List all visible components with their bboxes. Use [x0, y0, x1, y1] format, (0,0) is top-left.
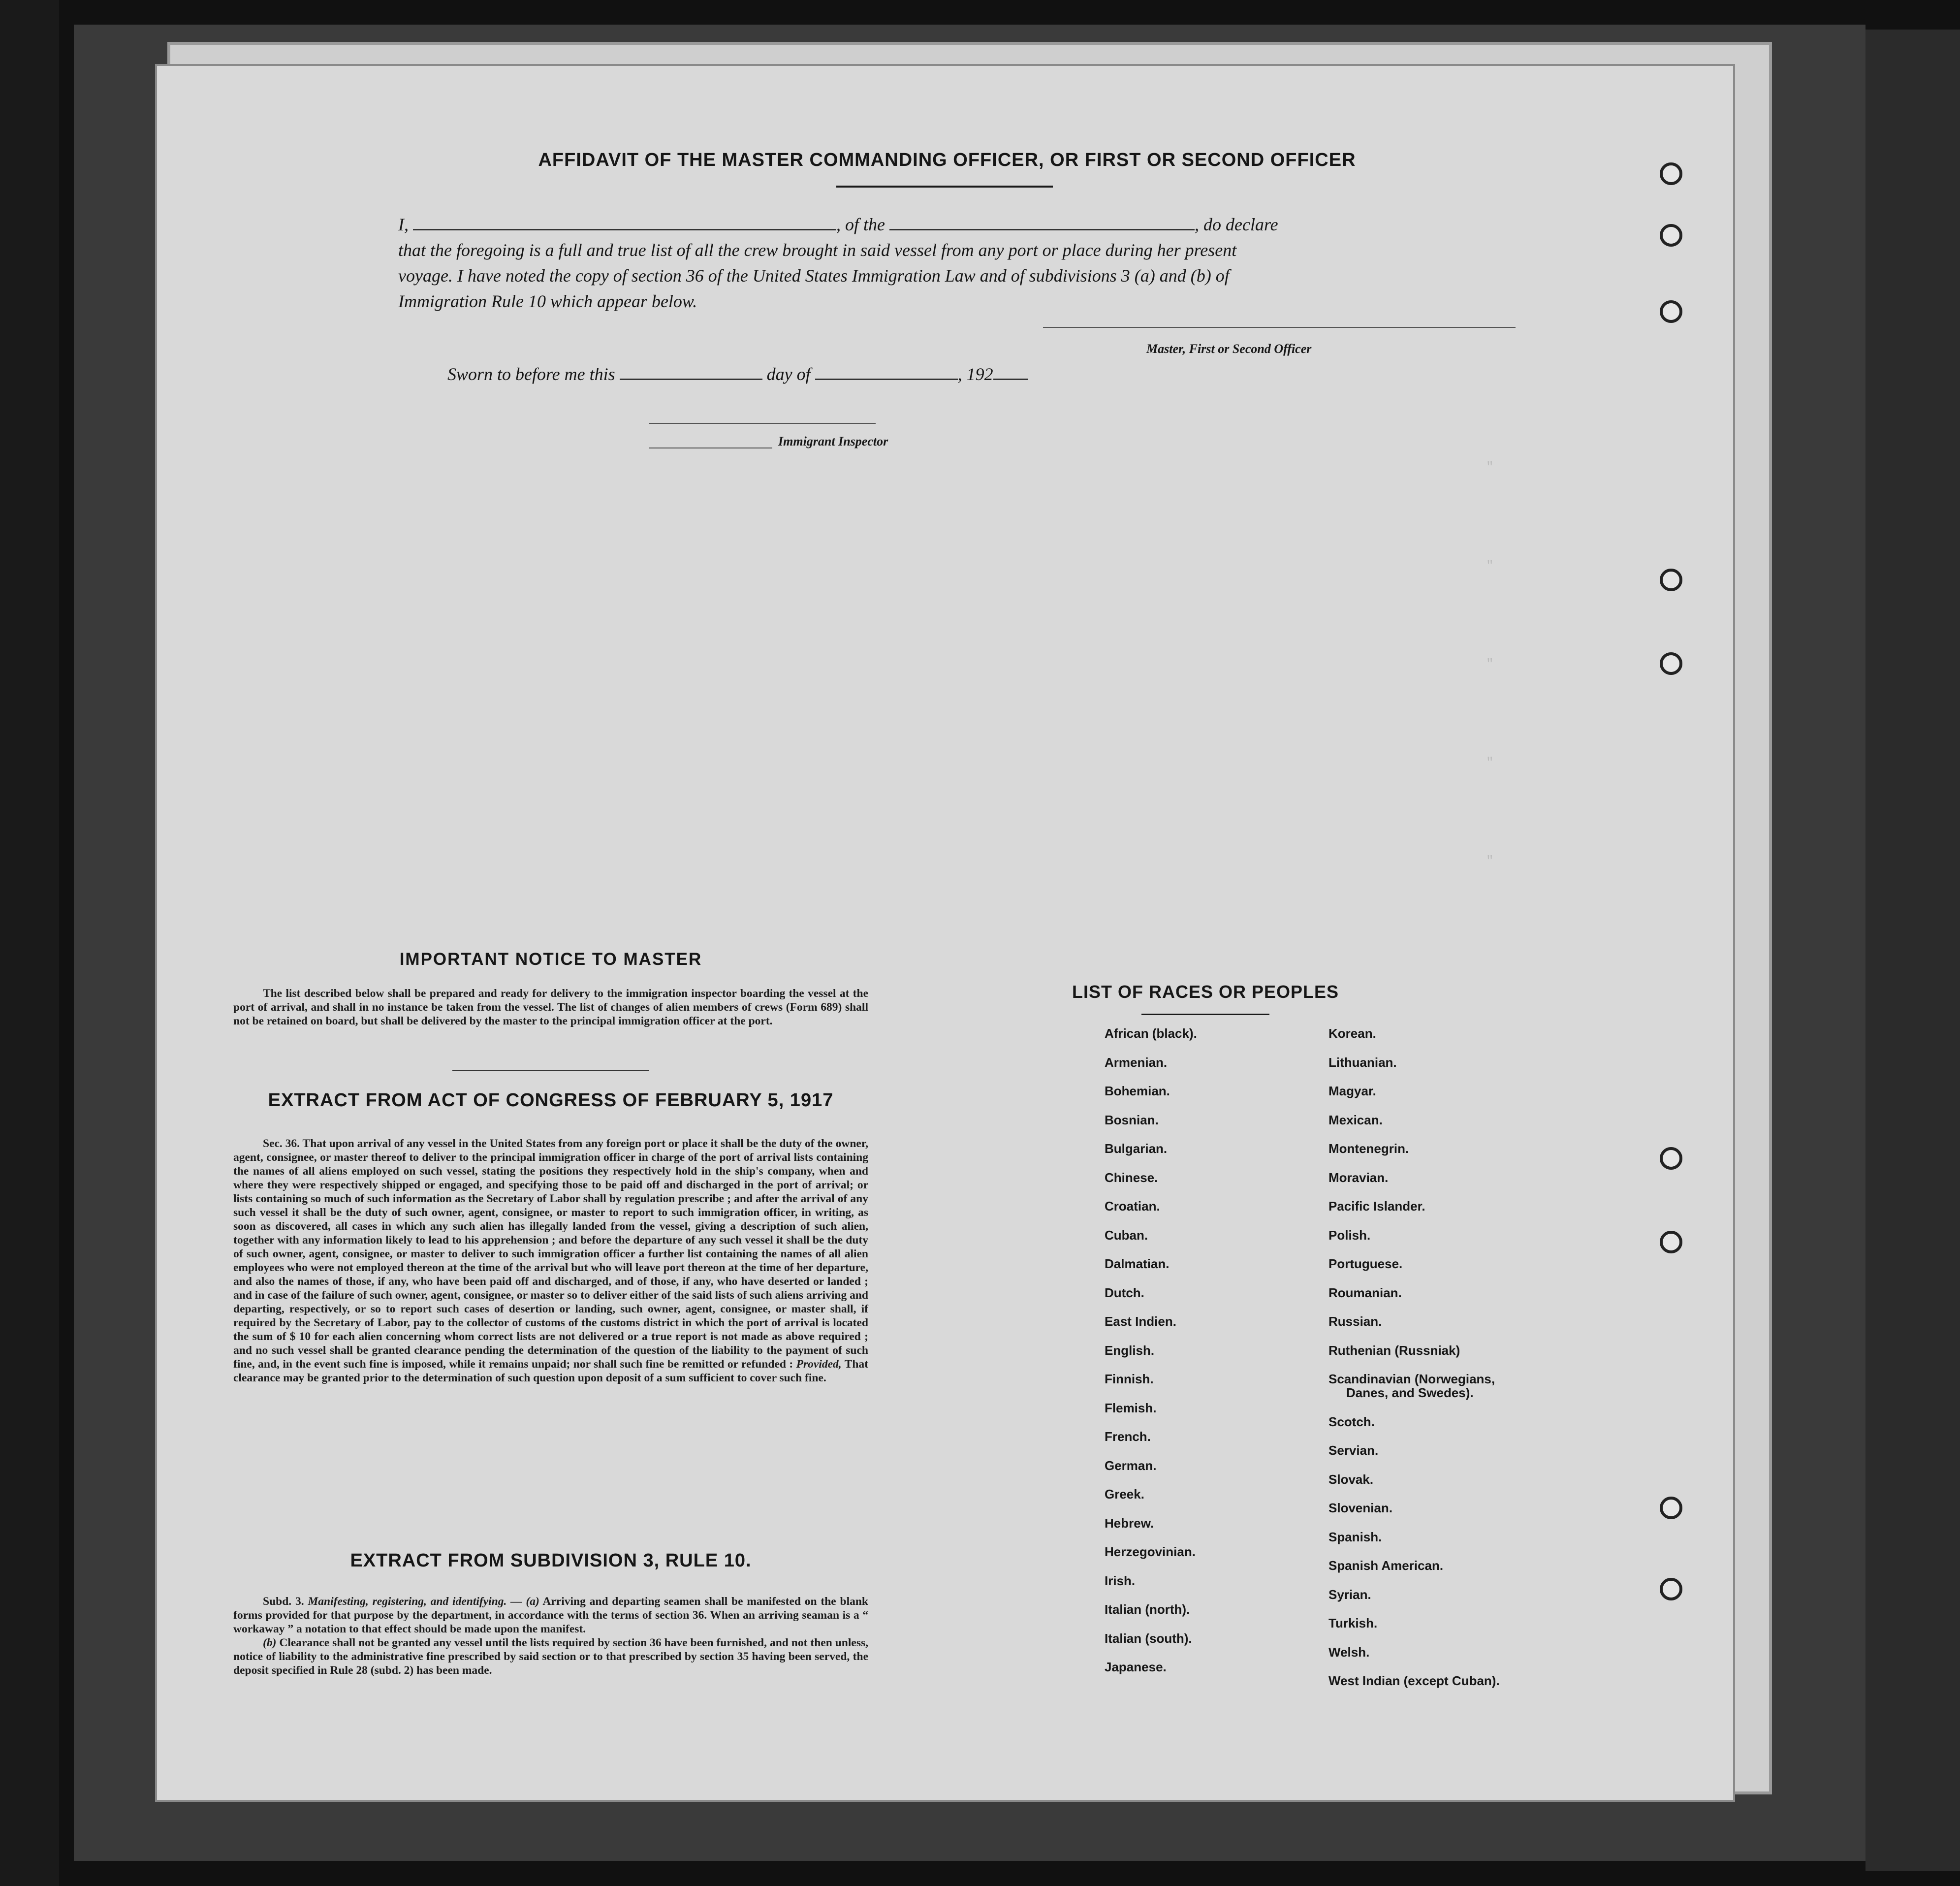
i-label: I,	[398, 215, 409, 234]
race-item: Japanese.	[1105, 1660, 1167, 1674]
punch-hole	[1660, 300, 1682, 323]
race-item: Turkish.	[1328, 1616, 1378, 1630]
races-underline	[1141, 1014, 1269, 1015]
bleed-through-mark: "	[1486, 755, 1494, 770]
race-item: English.	[1105, 1343, 1155, 1358]
film-edge-right	[1865, 30, 1960, 1871]
race-item: Armenian.	[1105, 1055, 1168, 1070]
race-item: Spanish.	[1328, 1529, 1382, 1544]
punch-hole	[1660, 1497, 1682, 1519]
notice-divider	[452, 1070, 649, 1071]
provided-label: Provided,	[796, 1358, 842, 1371]
affidavit-line-3: voyage. I have noted the copy of section 36 of the United States Immigration Law and of subdivisions 3 (a) and (b) of	[398, 266, 1230, 286]
race-item: Slovenian.	[1328, 1501, 1393, 1515]
sec-label: Sec. 36.	[263, 1137, 300, 1150]
affidavit-line-1	[398, 213, 1530, 236]
race-item: Bosnian.	[1105, 1112, 1159, 1127]
notice-title: IMPORTANT NOTICE TO MASTER	[399, 950, 702, 969]
rule-text-a: Arriving and departing seamen shall be manifested on the blank forms provided for that purpose by the department, in accordance with the terms of section 36. When an arriving seaman is a “ workaway ” a notation to that effect should be made upon the manifest.	[233, 1595, 869, 1635]
rule-text-b: Clearance shall not be granted any vessel until the lists required by section 36 have been furnished, and not then unless, notice of liability to the administrative fine prescribed by said section or to that prescribed by section 35 having been served, the deposit specified in Rule 28 (subd. 2) has been made.	[233, 1636, 868, 1677]
punch-hole	[1660, 652, 1682, 675]
punch-hole	[1660, 1147, 1682, 1170]
race-item: German.	[1105, 1458, 1157, 1473]
bleed-through-mark: "	[1486, 854, 1494, 868]
extract-rule-text	[233, 1595, 868, 1677]
race-item: Italian (north).	[1105, 1602, 1190, 1617]
race-item: West Indian (except Cuban).	[1328, 1673, 1500, 1688]
race-item: Scandinavian (Norwegians,	[1328, 1372, 1495, 1386]
name-blank	[413, 229, 836, 230]
race-item: Korean.	[1328, 1026, 1376, 1041]
race-item: Italian (south).	[1105, 1630, 1192, 1646]
race-item: Irish.	[1105, 1573, 1136, 1588]
affidavit-title: AFFIDAVIT OF THE MASTER COMMANDING OFFICER, OR FIRST OR SECOND OFFICER	[538, 150, 1356, 170]
race-item: Slovak.	[1328, 1471, 1374, 1487]
sworn-line	[447, 362, 1235, 386]
sworn-month-blank	[815, 379, 958, 380]
affidavit-line-2: that the foregoing is a full and true list of all the crew brought in said vessel from any port or place during her present	[398, 240, 1237, 260]
do-declare-label: , do declare	[1194, 215, 1278, 234]
race-item: Servian.	[1328, 1443, 1379, 1458]
punch-hole	[1660, 224, 1682, 247]
race-item: African (black).	[1105, 1026, 1197, 1041]
race-item: Pacific Islander.	[1328, 1199, 1425, 1214]
race-item: Magyar.	[1328, 1084, 1376, 1098]
race-item: Herzegovinian.	[1105, 1544, 1196, 1559]
races-right-column	[1328, 1026, 1500, 1702]
inspector-label: Immigrant Inspector	[778, 434, 888, 448]
manifest-page	[155, 64, 1735, 1802]
race-item: Danes, and Swedes).	[1346, 1385, 1474, 1400]
race-item: Spanish American.	[1328, 1558, 1444, 1573]
race-item: Dalmatian.	[1105, 1256, 1170, 1271]
race-item: East Indien.	[1105, 1314, 1176, 1329]
race-item: Bulgarian.	[1105, 1141, 1168, 1156]
race-item: Flemish.	[1105, 1400, 1157, 1415]
extract-act-title: EXTRACT FROM ACT OF CONGRESS OF FEBRUARY 5, 1917	[268, 1090, 834, 1111]
races-left-column	[1105, 1026, 1197, 1689]
extract-act-text	[233, 1137, 868, 1385]
punch-hole	[1660, 1231, 1682, 1253]
race-item: Greek.	[1105, 1487, 1144, 1502]
extract-rule-title: EXTRACT FROM SUBDIVISION 3, RULE 10.	[350, 1550, 752, 1571]
extract-act-body: That upon arrival of any vessel in the United States from any foreign port or place it shall be the duty of the owner, agent, consignee, or master thereof to deliver to the principal immigration officer in charge of the port of arrival lists containing the names of all aliens employed on such vessel, stating the positions they respectively hold in the ship's company, when and where they were respectively shipped or engaged, and specifying those to be paid off and discharged in the port of arrival; or lists containing so much of such information as the Secretary of Labor shall by regulation prescribe ; and after the arrival of any such vessel it shall be the duty of such owner, agent, consignee, or master to report to such immigration officer, in writing, as soon as discovered, all cases in which any such alien has illegally landed from the vessel, giving a description of such alien, together with any information likely to lead to his apprehension ; and before the departure of any such vessel it shall be the duty of such owner, agent, consignee, or master to deliver to such immigration officer a further list containing the names of all alien employees who were not employed thereon at the time of the arrival but who will leave port thereon at the time of her departure, and also the names of those, if any, who have been paid off and discharged, and of those, if any, who have deserted or landed ; and in case of the failure of such owner, agent, consignee, or master so to deliver either of the said lists of such aliens arriving and departing, respectively, or so to report such cases of desertion or landing, such owner, agent, consignee, or master shall, if required by the Secretary of Labor, pay to the collector of customs of the customs district in which the port of arrival is located the sum of $ 10 for each alien concerning whom correct lists are not delivered or a true report is not made as above required ; and no such vessel shall be granted clearance pending the determination of the question of the liability to the payment of such fine, and, in the event such fine is imposed, while it remains unpaid; nor shall such fine be remitted or refunded :	[233, 1137, 868, 1371]
race-item: French.	[1105, 1429, 1151, 1444]
races-title: LIST OF RACES OR PEOPLES	[1072, 982, 1339, 1002]
race-item: Lithuanian.	[1328, 1055, 1397, 1070]
subd-heading: Manifesting, registering, and identifying. — (a)	[308, 1595, 539, 1608]
punch-hole	[1660, 162, 1682, 185]
inspector-line-upper	[649, 423, 876, 424]
punch-hole	[1660, 1578, 1682, 1600]
race-item: Chinese.	[1105, 1170, 1158, 1185]
race-item: Welsh.	[1328, 1644, 1370, 1660]
race-item: Syrian.	[1328, 1587, 1371, 1602]
race-item: Cuban.	[1105, 1227, 1148, 1243]
race-item: Montenegrin.	[1328, 1141, 1409, 1156]
notice-body: The list described below shall be prepared and ready for delivery to the immigration inspector boarding the vessel at the port of arrival, and shall in no instance be taken from the vessel. The list of changes of alien members of crews (Form 689) shall not be retained on board, but shall be delivered by the master to the principal immigration officer at the port.	[233, 987, 868, 1027]
race-item: Hebrew.	[1105, 1515, 1154, 1531]
race-item: Mexican.	[1328, 1112, 1383, 1127]
race-item: Finnish.	[1105, 1372, 1154, 1386]
vessel-blank	[889, 229, 1195, 230]
bleed-through-mark: "	[1486, 460, 1494, 475]
race-item: Polish.	[1328, 1227, 1371, 1243]
title-underline	[836, 186, 1053, 188]
day-of-label: day of	[766, 364, 811, 384]
race-item: Roumanian.	[1328, 1285, 1402, 1300]
punch-hole	[1660, 569, 1682, 591]
b-label: (b)	[263, 1636, 277, 1649]
notice-text	[233, 987, 868, 1028]
race-item: Bohemian.	[1105, 1084, 1170, 1098]
sworn-year-blank	[993, 379, 1028, 380]
race-item: Dutch.	[1105, 1285, 1144, 1300]
extract-act-body-end: That clearance may be granted prior to the determination of such question upon deposit of a sum sufficient to cover such fine.	[233, 1358, 869, 1384]
signature-label: Master, First or Second Officer	[1146, 342, 1312, 356]
subd-label: Subd. 3.	[263, 1595, 304, 1608]
film-edge-left	[0, 0, 59, 1886]
of-the-label: , of the	[836, 215, 885, 234]
race-item: Scotch.	[1328, 1414, 1375, 1429]
affidavit-line-4: Immigration Rule 10 which appear below.	[398, 291, 697, 311]
bleed-through-mark: "	[1486, 657, 1494, 671]
bleed-through-mark: "	[1486, 558, 1494, 573]
year-label: , 192	[957, 364, 993, 384]
race-item: Croatian.	[1105, 1199, 1160, 1214]
signature-line	[1043, 327, 1516, 328]
race-item: Russian.	[1328, 1314, 1382, 1329]
race-item: Ruthenian (Russniak)	[1328, 1343, 1460, 1358]
race-item: Portuguese.	[1328, 1256, 1403, 1271]
sworn-label: Sworn to before me this	[447, 364, 615, 384]
sworn-day-blank	[620, 379, 762, 380]
race-item: Moravian.	[1328, 1170, 1389, 1185]
